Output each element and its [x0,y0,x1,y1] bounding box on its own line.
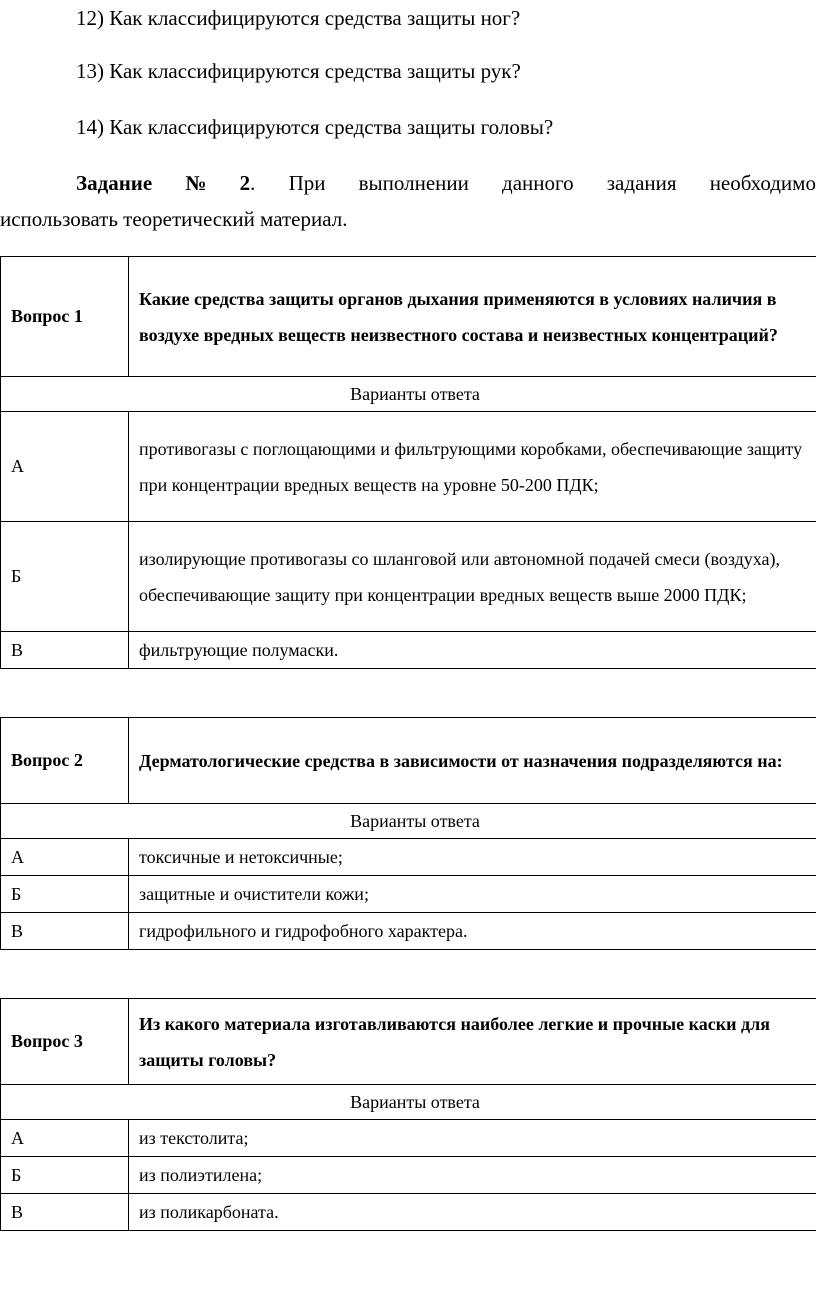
answer-text: из полиэтилена; [129,1157,816,1194]
question-row [1,718,816,804]
task-number: 2 [239,171,251,195]
question-text: Дерматологические средства в зависимости от назначения подразделяются на: [129,718,816,804]
answer-row [1,913,816,950]
answer-row [1,1194,816,1231]
answer-text: из текстолита; [129,1120,816,1157]
task-number-sign: № [185,171,207,195]
answer-text: фильтрующие полумаски. [129,632,816,669]
answer-text: противогазы с поглощающими и фильтрующими коробками, обеспечивающие защиту при концентрации вредных веществ на уровне 50-200 ПДК; [129,412,816,522]
answer-row [1,876,816,913]
test-table-1 [0,256,816,669]
answer-letter: Б [1,1157,129,1194]
answer-letter: А [1,839,129,876]
answer-row [1,1120,816,1157]
question-text: Какие средства защиты органов дыхания применяются в условиях наличия в воздухе вредных веществ неизвестного состава и неизвестных концентраций? [129,257,816,377]
test-table-3 [0,998,816,1231]
variants-header-row [1,804,816,839]
answer-letter: А [1,1120,129,1157]
question-label: Вопрос 1 [1,257,129,377]
answer-row [1,412,816,522]
task-label: Задание [76,171,153,195]
test-table-2 [0,717,816,950]
answer-row [1,1157,816,1194]
task-word: данного [502,171,574,195]
answer-row [1,632,816,669]
variants-header-row [1,1085,816,1120]
variants-header: Варианты ответа [1,1085,816,1120]
answer-letter: Б [1,876,129,913]
task-word: выполнении [358,171,469,195]
question-line-12: 12) Как классифицируются средства защиты ног? [76,6,521,30]
task-word: При [288,171,326,195]
answer-text: токсичные и нетоксичные; [129,839,816,876]
question-label: Вопрос 3 [1,999,129,1085]
answer-letter: В [1,632,129,669]
answer-row [1,839,816,876]
task-line-2: использовать теоретический материал. [0,207,348,231]
answer-row [1,522,816,632]
answer-text: изолирующие противогазы со шланговой или автономной подачей смеси (воздуха), обеспечивающие защиту при концентрации вредных веществ выше 2000 ПДК; [129,522,816,632]
answer-letter: В [1,913,129,950]
task-number-group: 2. [239,171,256,195]
variants-header-row [1,377,816,412]
answer-text: из поликарбоната. [129,1194,816,1231]
variants-header: Варианты ответа [1,377,816,412]
question-text: Из какого материала изготавливаются наиболее легкие и прочные каски для защиты головы? [129,999,816,1085]
question-line-13: 13) Как классифицируются средства защиты рук? [76,59,521,83]
answer-letter: Б [1,522,129,632]
task-word: необходимо [709,171,816,195]
question-line-14: 14) Как классифицируются средства защиты головы? [76,115,554,139]
answer-letter: А [1,412,129,522]
task-line-1 [76,170,816,196]
answer-text: гидрофильного и гидрофобного характера. [129,913,816,950]
task-word: задания [606,171,677,195]
answer-text: защитные и очистители кожи; [129,876,816,913]
variants-header: Варианты ответа [1,804,816,839]
question-row [1,257,816,377]
answer-letter: В [1,1194,129,1231]
question-label: Вопрос 2 [1,718,129,804]
question-row [1,999,816,1085]
